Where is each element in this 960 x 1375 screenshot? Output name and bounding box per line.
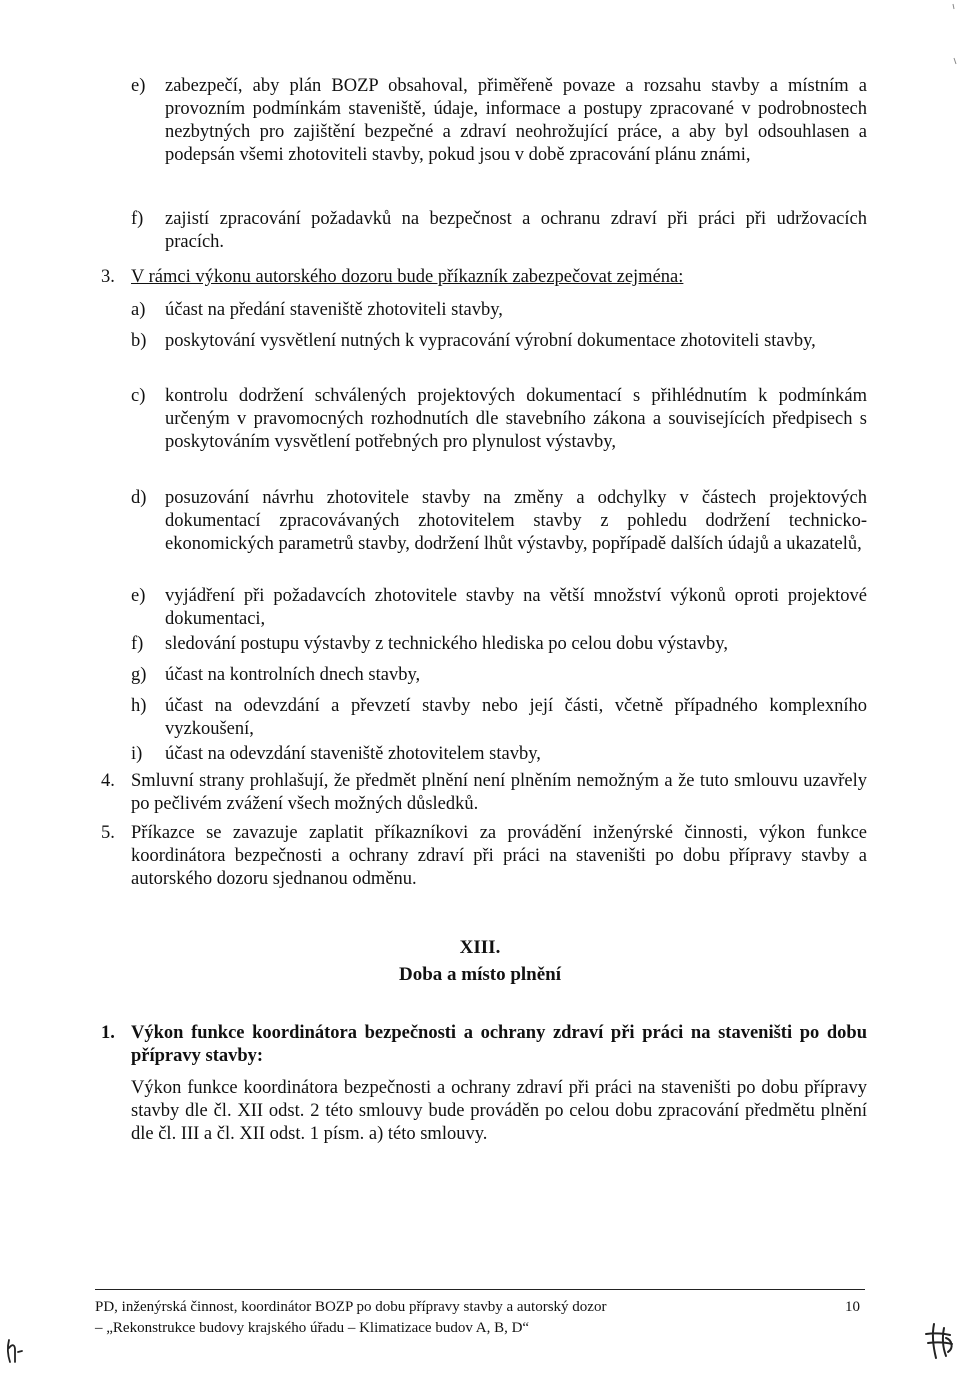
list-item-text: kontrolu dodržení schválených projektových dokumentací s přihlédnutím k podmínkám určeným v pravomocných rozhodnutích dle stavebního zákona a souvisejících předpisech s poskytováním vysvětlení potřebných pro plynulost výstavby,: [165, 386, 867, 452]
list-item-text: účast na předání staveniště zhotoviteli stavby,: [165, 300, 503, 320]
point-number: 5.: [101, 823, 115, 843]
point-number: 4.: [101, 771, 115, 791]
list-item-label: b): [131, 331, 147, 351]
list-item-label: d): [131, 488, 147, 508]
section-title: Doba a místo plnění: [398, 964, 562, 985]
list-item-text: účast na odevzdání a převzetí stavby nebo její části, včetně případného komplexního vyzkoušení,: [165, 696, 867, 739]
list-item-label: g): [131, 665, 147, 685]
list-item-text: poskytování vysvětlení nutných k vypracování výrobní dokumentace zhotoviteli stavby,: [165, 331, 816, 351]
handwritten-signature-mark: [920, 1318, 960, 1363]
point-number: 1.: [101, 1023, 115, 1043]
list-item-label: i): [131, 744, 143, 764]
page-number: 10: [845, 1299, 860, 1315]
footer-line-1: PD, inženýrská činnost, koordinátor BOZP po dobu přípravy stavby a autorský dozor: [95, 1299, 607, 1315]
footer-rule: [95, 1289, 865, 1290]
list-item-label: f): [131, 209, 144, 229]
point-heading: V rámci výkonu autorského dozoru bude příkazník zabezpečovat zejména:: [131, 267, 684, 287]
handwritten-initials-mark: [0, 1330, 40, 1370]
point-number: 3.: [101, 267, 115, 287]
list-item-label: e): [131, 586, 146, 606]
list-item-label: c): [131, 386, 146, 406]
list-item-text: účast na odevzdání staveniště zhotovitelem stavby,: [165, 744, 541, 764]
section-number: XIII.: [459, 937, 501, 958]
point-text: Příkazce se zavazuje zaplatit příkazníkovi za provádění inženýrské činnosti, výkon funkce koordinátora bezpečnosti a ochrany zdraví při práci na staveništi po dobu přípravy stavby a autorského dozoru sjednanou odměnu.: [131, 823, 867, 889]
list-item-label: f): [131, 634, 144, 654]
list-item-text: sledování postupu výstavby z technického hlediska po celou dobu výstavby,: [165, 634, 728, 654]
point-heading: Výkon funkce koordinátora bezpečnosti a ochrany zdraví při práci na staveništi po dobu přípravy stavby:: [131, 1023, 867, 1066]
point-text: Smluvní strany prohlašují, že předmět plnění není plněním nemožným a že tuto smlouvu uzavřely po pečlivém zvážení všech možných důsledků.: [131, 771, 867, 814]
list-item-label: a): [131, 300, 146, 320]
list-item-label: h): [131, 696, 147, 716]
point-text: Výkon funkce koordinátora bezpečnosti a ochrany zdraví při práci na staveništi po dobu přípravy stavby dle čl. XII odst. 2 této smlouvy bude prováděn po celou dobu zpracování předmětu plnění dle čl. III a čl. XII odst. 1 písm. a) této smlouvy.: [131, 1078, 867, 1144]
corner-speck-mark: [948, 0, 960, 70]
footer-line-2: – „Rekonstrukce budovy krajského úřadu – Klimatizace budov A, B, D“: [95, 1320, 530, 1336]
list-item-label: e): [131, 76, 146, 96]
list-item-text: zabezpečí, aby plán BOZP obsahoval, přiměřeně povaze a rozsahu stavby a místním a provozním podmínkám staveniště, údaje, informace a postupy zpracované v podrobnostech nezbytných pro zajištění bezpečné a zdraví neohrožující práce, a aby byl odsouhlasen a podepsán všemi zhotoviteli stavby, pokud jsou v době zpracování plánu známi,: [165, 76, 867, 165]
list-item-text: vyjádření při požadavcích zhotovitele stavby na větší množství výkonů oproti projektové dokumentaci,: [165, 586, 867, 629]
list-item-text: zajistí zpracování požadavků na bezpečnost a ochranu zdraví při práci při udržovacích pracích.: [165, 209, 867, 252]
list-item-text: posuzování návrhu zhotovitele stavby na změny a odchylky v částech projektových dokumentací zpracovávaných zhotovitelem stavby z pohledu dodržení technicko-ekonomických parametrů stavby, dodržení lhůt výstavby, popřípadě dalších údajů a ukazatelů,: [165, 488, 867, 554]
list-item-text: účast na kontrolních dnech stavby,: [165, 665, 421, 685]
